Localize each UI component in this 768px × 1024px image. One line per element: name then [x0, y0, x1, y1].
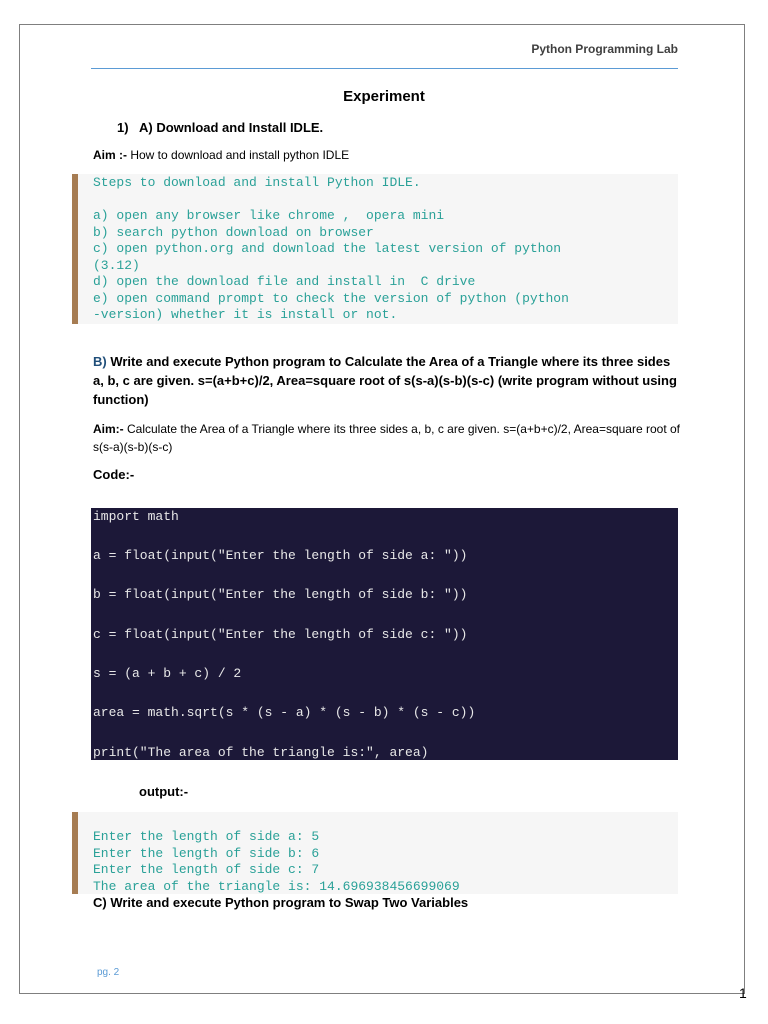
footer-page-label: pg. 2	[97, 967, 120, 978]
step-line: c) open python.org and download the latest version of python	[93, 241, 562, 256]
part-a-number: 1)	[117, 120, 129, 135]
header-title: Python Programming Lab	[531, 42, 678, 56]
step-line: (3.12)	[93, 257, 140, 273]
code-label: Code:-	[93, 467, 135, 482]
code-line: c = float(input("Enter the length of side c: "))	[93, 627, 468, 642]
code-line: area = math.sqrt(s * (s - a) * (s - b) * (s - c))	[93, 705, 476, 720]
output-label: output:-	[139, 784, 189, 799]
steps-code-block	[72, 174, 678, 324]
code-line: print("The area of the triangle is:", area)	[93, 745, 429, 760]
step-line	[93, 192, 678, 209]
step-line: Steps to download and install Python IDLE.	[93, 175, 421, 190]
step-line: d) open the download file and install in C drive	[93, 274, 476, 289]
output-line: Enter the length of side c: 7	[93, 862, 320, 877]
code-line: a = float(input("Enter the length of side a: "))	[93, 548, 468, 563]
step-line: b) search python download on browser	[93, 224, 374, 240]
header-divider	[91, 68, 678, 69]
output-line: Enter the length of side a: 5	[93, 829, 320, 844]
step-line: -version) whether it is install or not.	[93, 307, 398, 322]
page-number: 1	[739, 985, 747, 1001]
code-line: b = float(input("Enter the length of side b: "))	[93, 587, 468, 602]
step-line: a) open any browser like chrome , opera mini	[93, 208, 445, 223]
part-b-heading-text: Write and execute Python program to Calculate the Area of a Triangle where its three sides a, b, c are given. s=(a+b+c)/2, Area=square root of s(s-a)(s-b)(s-c) (write program without using function)	[93, 354, 677, 407]
part-a-heading-text: A) Download and Install IDLE.	[139, 120, 324, 135]
aim-label: Aim:-	[93, 422, 124, 436]
output-block	[72, 812, 678, 894]
python-code-block	[91, 508, 678, 760]
output-line: The area of the triangle is: 14.696938456699069	[93, 878, 460, 894]
code-line: import math	[93, 509, 179, 524]
part-b-aim	[93, 420, 683, 456]
part-b-heading	[93, 352, 683, 409]
part-a-aim	[93, 148, 349, 162]
step-line: e) open command prompt to check the version of python (python	[93, 290, 569, 306]
part-a-heading	[117, 120, 323, 135]
aim-text: How to download and install python IDLE	[127, 148, 350, 162]
experiment-title: Experiment	[343, 88, 425, 105]
code-line: s = (a + b + c) / 2	[93, 666, 242, 681]
aim-label: Aim :-	[93, 148, 127, 162]
output-line: Enter the length of side b: 6	[93, 845, 320, 861]
part-c-heading: C) Write and execute Python program to Swap Two Variables	[93, 895, 469, 910]
aim-text: Calculate the Area of a Triangle where its three sides a, b, c are given. s=(a+b+c)/2, Area=square root of s(s-a)(s-b)(s-c)	[93, 422, 680, 454]
part-b-letter: B)	[93, 354, 107, 369]
